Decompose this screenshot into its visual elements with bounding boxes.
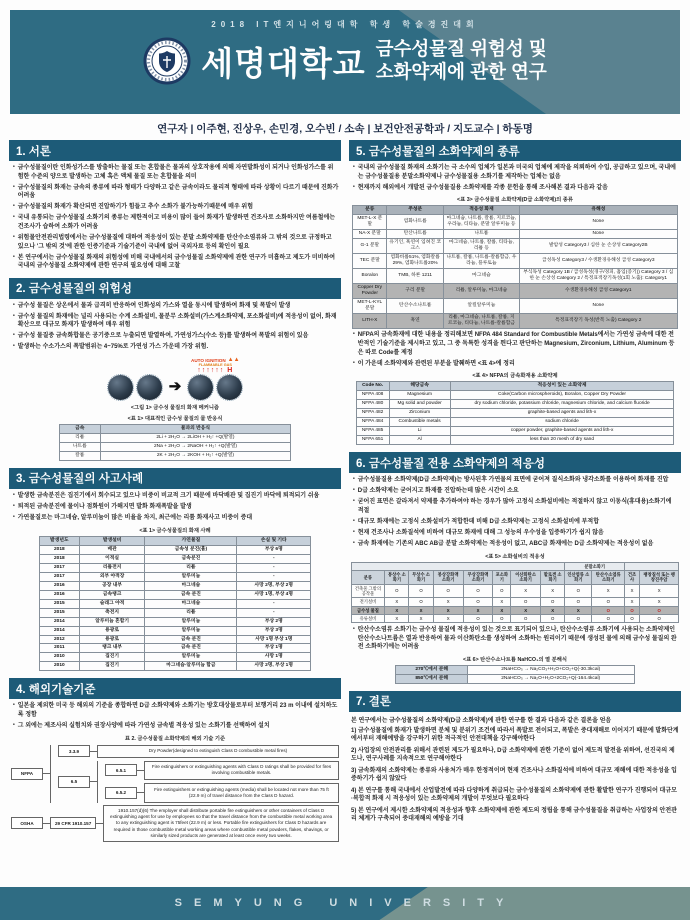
standards-diagram-caption: 표 2. 금수성물질 소화약제의 해외 기술 기준 (124, 735, 226, 742)
table-row: NFPA 485 Li copper powder, graphite-based agents and lith-x (356, 427, 674, 436)
bullet-item: 2) 사업장의 안전관리를 위해서 관련된 제도가 필요하나, D급 소화약제에 관한 기준이 없어 제도적 발전을 위하여, 선진국의 제도나, 연구사례를 지속적으로 연구해야한다 (351, 747, 675, 763)
nfpa-agents-table-caption: <표 4> NFPA의 금속화재용 소화약제 (472, 373, 558, 380)
section-3-bullets (9, 492, 341, 523)
table-row: 나트륨 2Na + 2H₂O → 2NaOH + H₂↑ +Q(발열) (59, 442, 290, 451)
nfpa-651-text: Fire extinguishers or extinguishing agents with Class D ratings shall be provided for fires involving combustible metals. (144, 761, 339, 780)
bullet-item: • D급 소화약제는 굳어지고 화재를 진압하는데 많은 시간이 소요 (353, 487, 519, 495)
nfpa-652-text: Fire extinguishers or extinguishing agents (media) shall be located not more than 75 ft (22.9 m) of travel distance from the Class D hazard. (144, 783, 339, 802)
table-row: LITH-X 흑연 리튬, 마그네슘, 나트륨, 칼륨, 지르코늄, 티타늄, 나트륨-칼륨합금 특정표적장기 독성(반복 노출) Category 2 (353, 313, 677, 328)
conclusion-intro: 본 연구에서는 금수성물질의 소화약제(D급 소화약제)에 관한 연구를 한 결과 다음과 같은 결론을 얻음 (351, 717, 612, 724)
table-row: 건축물 그밖의 공작물 O O O O O X X O X X X (351, 584, 679, 598)
bullet-item: • 퇴적된 금속분진에 물이나 점화원이 가해지면 발화 화재폭발을 발생 (13, 503, 192, 511)
bullet-item: • 금수성물질의 화재는 금속의 종류에 따라 형태가 다양하고 같은 금속이라도 물리적 형태에 따라 상황이 다르기 때문에 진화가 어려움 (13, 183, 339, 200)
table-row: 2017 리튬전지 리튬 - (39, 563, 310, 572)
table-row: 유류설비 X X X O O O O O O O O (351, 615, 679, 623)
bullet-item: • 위험물안전관리법령에서는 금수성물질에 대하여 적응성이 있는 분말 소화약제를 탄산수소염류와 그 밖의 것으로 규정하고 있으나 '그 밖의 것'에 관한 인증기준과 기술기준이 국내에 없어 국외자료 등의 확인이 필요 (13, 233, 332, 250)
poster-body (0, 140, 690, 878)
bullet-item: • 금수성물질의 화재가 확산되면 진압하기가 힘들고 추수 소화가 불가능하기때문에 매우 위험 (13, 203, 254, 211)
agent-types-table-caption: <표 3> 금수성물질 소화약제(D급 소화약제)의 종류 (457, 197, 573, 204)
accident-table-caption: <표 1> 금수성물질의 화재 사례 (139, 527, 211, 534)
event-title: 2018 IT엔지니어링대학 학생 학술경진대회 (211, 20, 479, 29)
table-row: G-1 분말 유기인, 흑연이 입혀진 코크스 마그네슘, 나트륨, 칼륨, 티타늄, 리튬 등 발암성 Category3 / 심한 눈 손상성 Category2B (353, 239, 677, 254)
section-applicability (349, 452, 681, 684)
section-hazards (9, 278, 341, 461)
table-row: 리튬 2Li + 2H₂O → 2LiOH + H₂↑ +Q(발열) (59, 433, 290, 442)
table-row: 전기설비 X O X O X O O O O X X (351, 598, 679, 606)
bullet-item: • 굳어진 표면은 갈라져서 약제를 추가하여야 하는 경우가 많아 고정식 소화설비에는 적절하지 않고 이동식(휴대용)소화기에 적절 (353, 498, 672, 514)
section-introduction (9, 140, 341, 271)
osha-rule-text: 1910.157(d)(6) The employer shall distribute portable fire extinguishers or other containers of Class D extinguishing agent for use by employees so that the travel distance from the combustible metal working area to any extinguishing agent is 75feet (22.9 m) or less. Portable fire extinguishers for Class D hazards are required in those combustible metal working areas where combustible metal powders, flakes, shavings, or similarly sized products are generated at least once every two weeks. (103, 805, 339, 843)
nfpa-339-box: 3.3.9 (58, 745, 90, 757)
university-name: 세명대학교 (201, 44, 366, 82)
figure-1-caption: <그림 1> 금수성 물질의 화재 메커니즘 (130, 405, 220, 411)
bullet-item: 4) 본 연구를 통해 국내에서 산업발전에 따라 다양하게 취급되는 금수성물질의 소화약제에 관한 활발한 연구가 진행되어 대규모 ·복합적 화재 시 적응성이 있는 소화약제의 개발이 무엇보다 필요하다 (351, 787, 677, 803)
section-2-bullets (9, 302, 341, 352)
class-d-agents-table (352, 205, 677, 329)
section-conclusion (349, 691, 681, 824)
flammable-gas-label: FLAMMABLE GAS (198, 363, 232, 367)
section-4-bullets (9, 702, 341, 730)
section-5-bullets-2 (349, 331, 681, 368)
table-row: 2016 공장 내부 마그네슘 사망 2명, 부상 2명 (39, 581, 310, 590)
table-row: 2018 배관 금속성 분진(흄) 부상 6명 (39, 545, 310, 554)
bullet-item: • NFPA의 금속화재에 대한 내용을 정리해보면 NFPA 484 Standard for Combustible Metals에서는 가연성 금속에 대한 전반적인 기술기준을 제시하고 있고, 그 중 독특한 성격을 띈다고 판단하는 Magnesium, Zirconium, Lithium, Aluminum 등은 따로 Code를 제정 (353, 331, 675, 356)
hydrogen-release-arrows: ↑↑↑↑↑↑ H (197, 367, 234, 374)
nfpa-box: NFPA (11, 768, 43, 780)
table-header-row: 금속 물과의 반응식 (59, 425, 290, 434)
bullet-item: • 가연물질로는 마그네슘, 알루미늄이 많은 비율을 차지, 최근에는 리튬 화재사고 비중이 증대 (13, 514, 253, 522)
table-row: 2011 탱크 내부 금속 분진 부상 1명 (39, 644, 310, 653)
standards-diagram (11, 745, 339, 843)
metal-particle-icon (137, 375, 162, 400)
authors-line: 연구자 | 이주현, 진상우, 손민경, 오수빈 / 소속 | 보건안전공학과 / 지도교수 | 하동명 (157, 123, 533, 135)
table-row: 850℃에서 분해 2NaHCO₃ → Na₂O+H₂O+2CO₂+Q(-164.4kcal) (396, 674, 634, 683)
table-header-row: 분류 주성분 적응성 화재 유해성 (353, 206, 677, 215)
flame-icon: ▲▲ (227, 357, 240, 363)
table-row: 금수성 물질 X X X X X X X X O O O (351, 606, 679, 614)
bullet-dot: • (353, 626, 355, 633)
nfpa-339-text: Dry Powder(designed to extinguish Class D combustible metal fires) (97, 745, 339, 758)
bullet-item: • 이 가운데 소화약제와 관련된 부분을 발췌하면 <표 4>에 정리 (353, 359, 515, 367)
section-7-header: 7. 결론 (349, 691, 681, 712)
nfpa-65-box: 6.5 (58, 776, 90, 788)
table-row: 2010 집진기 마그네슘-알루미늄 합금 사망 2명, 부상 1명 (39, 662, 310, 671)
bullet-item: • 금수성물질용 소화약제(D급 소화약제)는 방사된후 가연물의 표면에 굳어져 질식소화와 냉각소화를 이용하여 화재를 진압 (353, 476, 669, 484)
extinguisher-applicability-table: 분말소화기 분류 봉상수 소화기 무상수 소화기 봉상강화액 소화기 무상강화액 소화기 포소화기 이산화탄소 소화기 할로겐 소화기 인산염류 소화기 탄산수소염류 소화기 건조사 팽창질석 또는 팽창진주암 건축물 그밖의 공작물 O O O O O X X O X X X 전기설비 X O X O X O O O O X X 금수성 물질 X X X X X X X X O O O 유류설비 X X X O O O O O O O O (351, 562, 680, 624)
table-row: 2016 금속탱크 금속 분진 사망 1명, 부상 4명 (39, 590, 310, 599)
reaction-arrow-icon: ➔ (168, 378, 182, 395)
footer-university-name: SEMYUNG UNIVERSITY (174, 897, 516, 909)
osha-code-box: 29 CFR 1910.157 (50, 817, 96, 829)
bullet-item: • 금수성 물질의 화재에는 널리 사용되는 수계 소화설비, 물분무 소화설비(가스계소화약제, 포소화설비)에 적응성이 없어, 화재확산으로 대규모 화재가 발생하여 매우 위험 (13, 312, 337, 329)
table-row: NFPA 651 Al less than 20 mesh of dry sand (356, 436, 674, 445)
section-6-bullets (349, 476, 681, 549)
bullet-item: • 그 외에는 제조사의 실험치와 권장사양에 따라 가연성 금속별 적응성 있는 소화기를 선택하여 설치 (13, 722, 270, 730)
table-row: 2012 용광로 금속 분진 사망 1명 부상 1명 (39, 635, 310, 644)
thermal-decomposition-table (395, 665, 634, 684)
water-reaction-table (59, 424, 291, 461)
poster-footer (0, 887, 690, 920)
table-row: 2015 축전지 리튬 - (39, 608, 310, 617)
table-row: 2010 집진기 알루미늄 사망 1명 (39, 653, 310, 662)
table-1-caption: <표 1> 대표적인 금수성 물질의 물 반응식 (127, 416, 223, 422)
bullet-item: 5) 본 연구에서 제시한 소화약제의 적응성과 향후 소화약제에 관한 제도의 정립을 통해 금수성물질을 취급하는 사업장의 안전관리 체계가 구축되어 중대재해의 예방을 기대 (351, 807, 677, 823)
brand-row (10, 37, 680, 85)
section-accident-cases (9, 468, 341, 672)
auto-ignition-label: AUTO IGNITION ▲▲ (191, 357, 240, 363)
table-row: TEC 분말 염화바륨51%, 염화칼륨29%, 염화나트륨20% 나트륨, 칼륨, 나트륨-칼륨합금, 우라늄, 플루토늄 급성독성 Category3 / 수생환경유해성 급성 Category3 (353, 254, 677, 269)
section-1-bullets (9, 164, 341, 271)
section-2-header: 2. 금수성물질의 위험성 (9, 278, 341, 299)
section-3-header: 3. 금수성물질의 사고사례 (9, 468, 341, 489)
left-column (9, 140, 341, 849)
section-6-header: 6. 금수성물질 전용 소화약제의 적응성 (349, 452, 681, 473)
table-row: 270℃에서 분해 2NaHCO₃ → Na₂CO₃+H₂O+CO₂+Q(-30.3kcal) (396, 665, 634, 674)
section-4-header: 4. 해외기술기준 (9, 678, 341, 699)
bullet-item: • 발생한 금속분진은 집진기에서 회수되고 있으나 비중이 비교적 크기 때문에 바닥배관 및 집진기 바닥에 퇴적되기 쉬움 (13, 491, 320, 499)
table-header-row: Code No. 해당금속 적응성이 있는 소화약제 (356, 382, 674, 391)
decomposition-table-caption: <표 6> 탄산수소나트륨 NaHCO₃의 열 분해식 (462, 656, 567, 663)
section-5-bullets (349, 164, 681, 192)
table-row: 2014 알루미늄 혼합기 알루미늄 부상 2명 (39, 617, 310, 626)
table-row: 2017 외부 야적장 알루미늄 - (39, 572, 310, 581)
nfpa-651-box: 6.5.1 (105, 764, 137, 776)
bullet-item: • 발생하는 수소가스의 폭발범위는 4~75%로 가연성 가스 가운데 가장 위험. (13, 343, 209, 351)
table-row: NFPA 482 Zirconium graphite-based agents and lith-x (356, 409, 674, 418)
bicarbonate-note: • 탄산수소염류 소화기는 금수성 물질에 적응성이 있는 것으로 표기되어 있으나, 탄산수소염류 소화기에 사용되는 소화약제인 탄산수소나트륨은 열과 반응하여 물과 이산화탄소를 생성하여 소화하는 원리이기 때문에 생성된 물에 의해 금수성 물질의 완전 소화하기에는 어려움 (353, 626, 677, 651)
nfpa-652-box: 6.5.2 (105, 787, 137, 799)
nfpa-metal-fire-agents-table (356, 381, 675, 445)
table-row: 2015 슬래그 야적 마그네슘 - (39, 599, 310, 608)
poster-header (10, 10, 680, 114)
table-header-row: 발생년도 발생설비 가연물질 손실 및 기타 (39, 536, 310, 545)
section-5-header: 5. 금수성물질의 소화약제의 종류 (349, 140, 681, 161)
bullet-item: • 일본을 제외한 미국 등 해외의 기준을 종합하면 D급 소화약제와 소화기는 방호대상물로부터 보행거리 23 m 이내에 설치하도록 정함 (13, 702, 338, 718)
table-row: NFPA 408 Magnesium Coke(Carbon microspheroids), Boralon, Copper Dry Powder (356, 391, 674, 400)
bullet-item: • 현재 건조사나 소화질석에 비하여 대규모 화재에 대해 그 성능의 우수성을 입증하기가 쉽지 않음 (353, 528, 604, 536)
metal-particles-before (108, 375, 162, 400)
section-1-header: 1. 서론 (9, 140, 341, 161)
table-row: NFPA 484 Combustible metals sodium chloride (356, 418, 674, 427)
fire-mechanism-figure (9, 357, 341, 400)
osha-box: OSHA (11, 817, 43, 829)
bullet-item: • 국내 유통되는 금수성물질 소화기의 종류는 제한적이고 비용이 많이 들어 화재가 발생하면 건조사로 소화하지만 여름철에는 건조사가 습하여 소화가 어려움 (13, 214, 336, 230)
table-row: Boralon TMB, 하론 1211 마그네슘 부식독성 Category 1B / 급성독성(경구/경피, 흡입(증기)) Category 3 / 심한 눈 손상성 Category 2 / 특정표적장기독성(1회 노출): Category1 (353, 269, 677, 284)
metal-particle-icon (188, 375, 213, 400)
applicability-table-caption: <표 5> 소화설비의 적응성 (485, 553, 545, 560)
university-seal-icon (143, 37, 191, 85)
table-row: NFPA 480 Mg solid and powder dry sodium chloride, potassium chloride, magnesium chloride, and calcium fluoride (356, 400, 674, 409)
table-row: 칼륨 2K + 2H₂O → 2KOH + H₂↑ +Q(발열) (59, 451, 290, 460)
poster-title (376, 38, 547, 83)
bullet-item: • 대규모 화재에는 고정식 소화설비가 적합한데 비해 D급 소화약제는 고정식 소화설비에 부적합 (353, 517, 600, 525)
right-column (349, 140, 681, 831)
conclusion-items (349, 727, 681, 824)
metal-particles-after (188, 357, 242, 400)
poster-title-line2: 소화약제에 관한 연구 (375, 61, 547, 82)
bullet-item: 3) 금속화재의 소화약제는 종류와 사용처가 매우 한정적이며 현재 건조사나 소화질석에 비하여 대규모 재해에 대한 적응성을 입증하기가 쉽지 않았다 (351, 767, 677, 783)
poster-title-line1: 금수성물질 위험성 및 (375, 38, 547, 60)
table-row: Copper Dry Powder 구리 분말 리튬, 알루미늄, 마그네슘 수생환경유해성 급성 Category1 (353, 283, 677, 298)
section-overseas-standards (9, 678, 341, 842)
table-row: MET-L-KYL 분말 탄산수소나트륨 알킬알루미늄 None (353, 298, 677, 313)
bullet-item: • 금수성물질이란 인화성가스를 방출하는 물질 또는 혼합물은 물과의 상호작용에 의해 자연발화성이 되거나 인화성가스를 위험한 수준의 양으로 발생하는 고체 혹은 액체 물질 또는 혼합물을 의미 (13, 164, 334, 180)
bullet-item: • 금수성 물질은 상온에서 물과 급격히 반응하여 인화성의 가스와 열을 동시에 발생하여 화재 및 폭발이 발생 (13, 301, 291, 309)
table-row: 2018 이적실 금속분진 - (39, 554, 310, 563)
bullet-item: • 국내의 금수성물질 화재의 소화기는 극 소수의 업체가 일본과 미국의 업체에 제작을 의뢰하여 수입, 공급하고 있으며, 국내에는 금수성물질용 분말소화약제나 금수성물질용 소화기를 제작하는 업체는 없음 (353, 164, 676, 180)
table-row: NA-X 분말 탄산나트륨 나트륨 None (353, 230, 677, 239)
bullet-item: 1) 금수성물질에 화재가 발생하면 분체 및 분위기 조건에 따라서 폭발로 전이되고, 폭발은 중대재해로 이어지기 때문에 발화단계에서부터 재해예방을 강구하기 위한 적극적인 안전대책을 강구해야한다 (351, 727, 679, 743)
table-header-row: 분류 봉상수 소화기 무상수 소화기 봉상강화액 소화기 무상강화액 소화기 포소화기 이산화탄소 소화기 할로겐 소화기 인산염류 소화기 탄산수소염류 소화기 건조사 팽창질석 또는 팽창진주암 (351, 570, 679, 584)
table-row: 2014 용광로 알루미늄 부상 3명 (39, 626, 310, 635)
bullet-item: • 금속 화재에는 기존의 ABC AB급 분말 소화약제는 적응성이 없고, ABC급 화재에는 D급 소화약제는 적응성이 없음 (353, 540, 654, 548)
metal-particle-icon (217, 375, 242, 400)
section-agent-types (349, 140, 681, 445)
table-row: MET-L-X 분말 염화나트륨 마그네슘, 나트륨, 칼륨, 지르코늄, 우라늄, 티타늄, 분말 알루미늄 등 None (353, 215, 677, 230)
bullet-item: • 금수성 물질중 금속화합물은 공기중으로 누출되면 발열하여, 가연성가스(수소 등)를 발생하여 폭발의 위험이 있음 (13, 332, 309, 340)
bullet-item: • 본 연구에서는 금수성물질 화재의 위험성에 비해 국내에서의 금수성물질 소화약제에 관한 연구가 미흡하고 제도가 미비하여 국내의 금수성물질 소화약제에 관한 연구의 필요성에 대해 고찰 (13, 253, 336, 270)
bullet-item: • 현재까지 해외에서 개발된 금수성물질용 소화약제를 각종 문헌을 통해 조사해본 결과 다음과 같음 (353, 183, 608, 191)
metal-particle-icon (108, 375, 133, 400)
accident-cases-table (39, 536, 311, 672)
